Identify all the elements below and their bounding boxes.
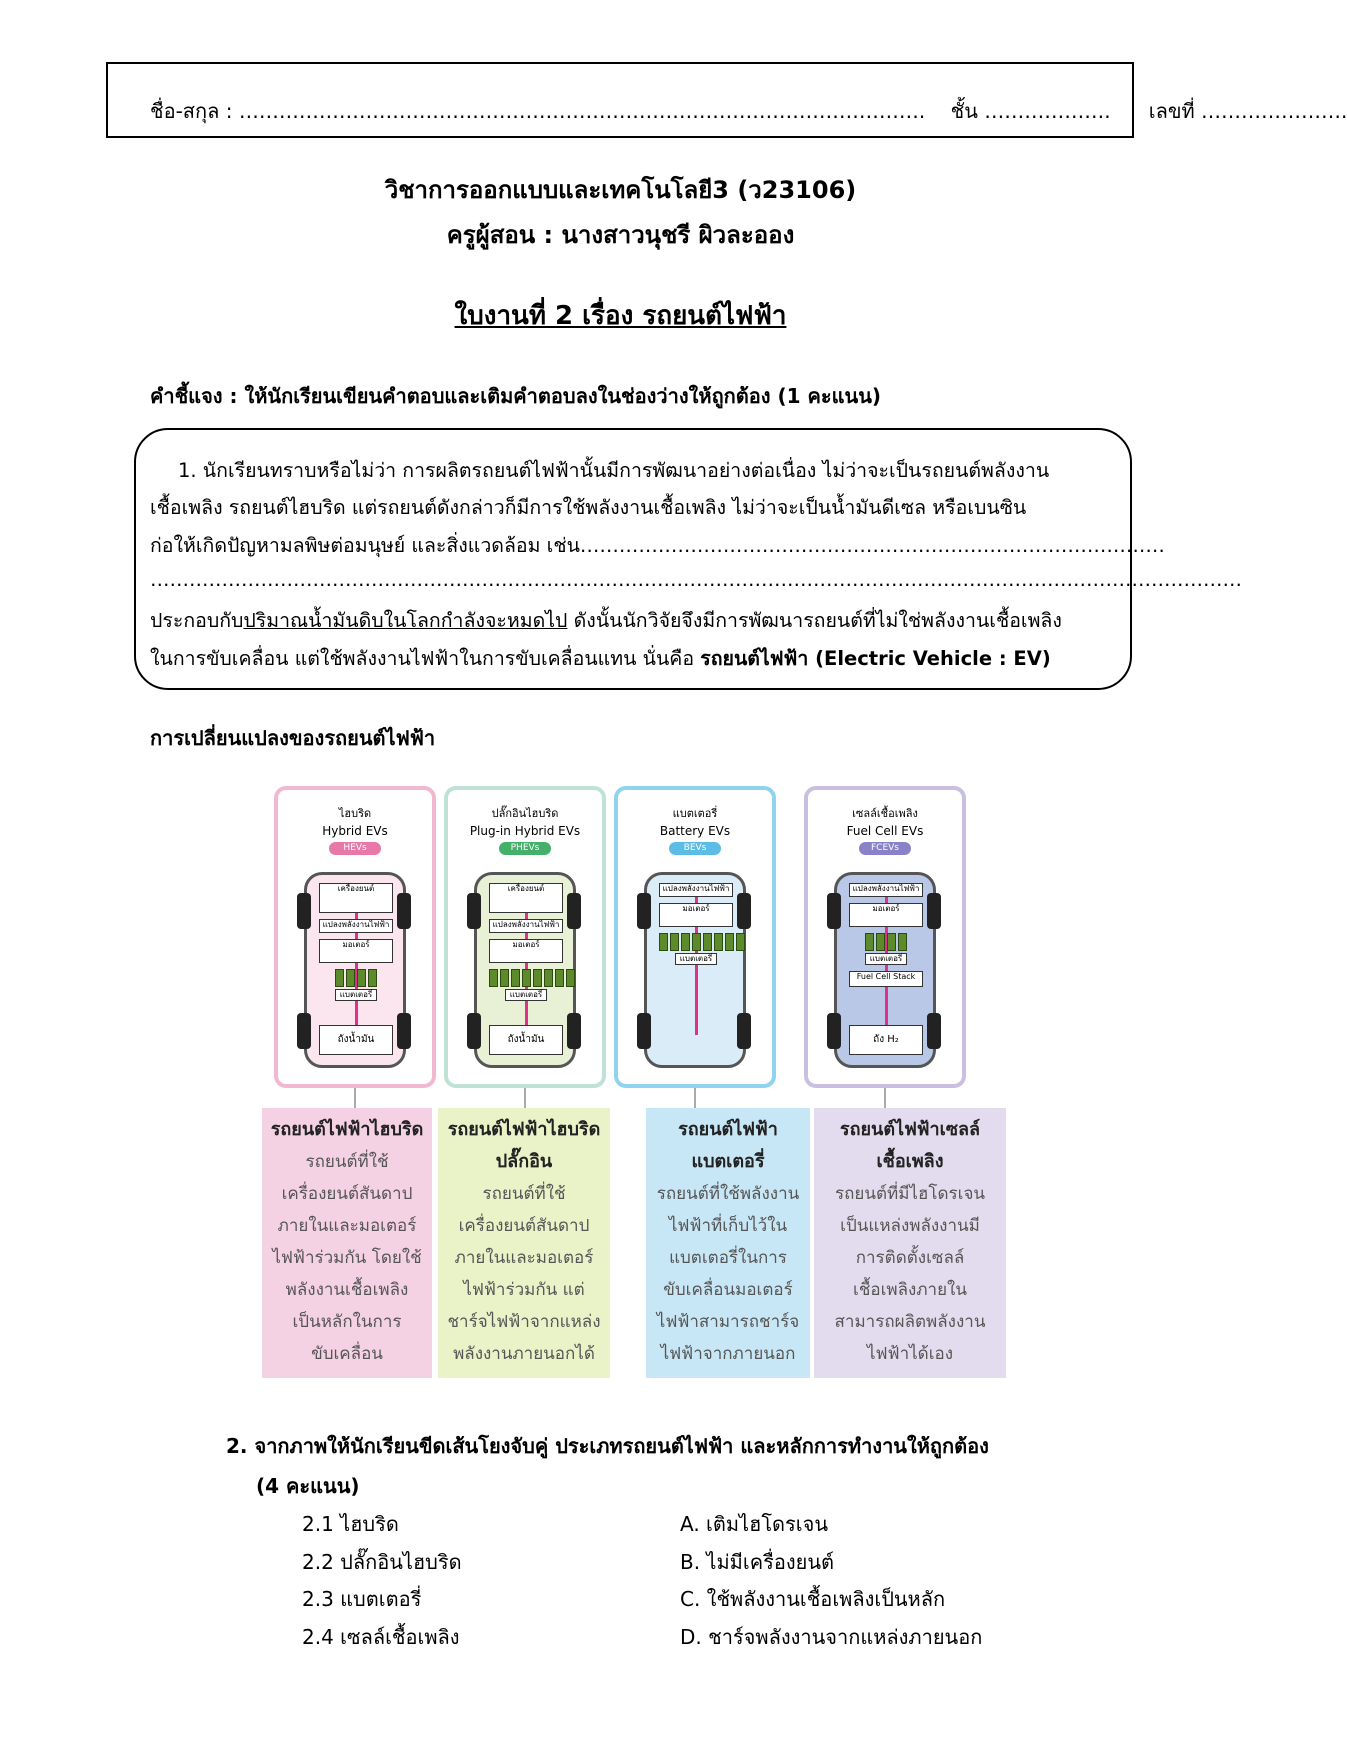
wheel-icon <box>737 893 751 929</box>
battery-cell-icon <box>725 933 734 951</box>
ev-description-2 <box>438 1108 610 1378</box>
battery-component: แบตเตอรี่ <box>335 989 377 1001</box>
q1-line-2: เชื้อเพลิง รถยนต์ไฮบริด แต่รถยนต์ดังกล่าวก็มีการใช้พลังงานเชื้อเพลิง ไม่ว่าจะเป็นน้ำมันดีเซล หรือเบนซิน <box>150 496 1027 519</box>
car-body-icon <box>644 872 746 1068</box>
ev-description-line: รถยนต์ที่ใช้ <box>482 1184 566 1204</box>
battery-cell-icon <box>533 969 542 987</box>
q1-line-3-answer[interactable]: ก่อให้เกิดปัญหามลพิษต่อมนุษย์ และสิ่งแวดล้อม เช่น……………………………………………………………………………… <box>150 534 1165 557</box>
match-left-4[interactable]: 2.4 เซลล์เชื้อเพลิง <box>302 1625 460 1649</box>
match-right-b[interactable]: B. ไม่มีเครื่องยนต์ <box>680 1550 834 1574</box>
converter-component: แปลงพลังงานไฟฟ้า <box>659 883 733 897</box>
battery-component: แบตเตอรี่ <box>865 953 907 965</box>
battery-cell-icon <box>335 969 344 987</box>
ev-description-line: พลังงานภายนอกได้ <box>453 1344 595 1364</box>
battery-cell-icon <box>865 933 874 951</box>
battery-component: แบตเตอรี่ <box>505 989 547 1001</box>
wheel-icon <box>297 1013 311 1049</box>
battery-cell-icon <box>522 969 531 987</box>
ev-description-line: รถยนต์ที่มีไฮโดรเจน <box>834 1184 986 1204</box>
wheel-icon <box>927 893 941 929</box>
connector-line <box>524 1088 526 1110</box>
battery-cells-icon <box>865 933 907 951</box>
battery-cell-icon <box>670 933 679 951</box>
ev-description-line: เครื่องยนต์สันดาป <box>458 1216 590 1236</box>
ev-card-en-label: Battery EVs <box>659 824 731 838</box>
wheel-icon <box>467 1013 481 1049</box>
q1-line-5-post: ดังนั้นนักวิจัยจึงมีการพัฒนารถยนต์ที่ไม่ใช่พลังงานเชื้อเพลิง <box>567 609 1062 632</box>
q1-line-4-answer[interactable]: …………………………………………………………………………………………………………………………………………………… <box>150 568 1242 591</box>
wheel-icon <box>927 1013 941 1049</box>
ev-card-en-label: Hybrid EVs <box>322 824 388 838</box>
tank-component: ถังน้ำมัน <box>489 1025 563 1055</box>
ev-description-title: ปลั๊กอิน <box>495 1151 553 1172</box>
tank-component: ถังน้ำมัน <box>319 1025 393 1055</box>
ev-description-line: รถยนต์ที่ใช้พลังงาน <box>656 1184 800 1204</box>
battery-cell-icon <box>659 933 668 951</box>
ev-description-line: ภายในและมอเตอร์ <box>277 1216 417 1236</box>
battery-cells-icon <box>489 969 575 987</box>
wheel-icon <box>297 893 311 929</box>
car-body-icon <box>834 872 936 1068</box>
match-right-c[interactable]: C. ใช้พลังงานเชื้อเพลิงเป็นหลัก <box>680 1587 946 1611</box>
battery-cell-icon <box>681 933 690 951</box>
teacher-line: ครูผู้สอน : นางสาวนุชรี ผิวละออง <box>446 221 795 249</box>
ev-card-badge: HEVs <box>329 842 381 855</box>
ev-description-line: ภายในและมอเตอร์ <box>454 1248 594 1268</box>
ev-card-th-label: เซลล์เชื้อเพลิง <box>852 807 918 820</box>
converter-component: แปลงพลังงานไฟฟ้า <box>489 919 563 933</box>
battery-cell-icon <box>714 933 723 951</box>
ev-description-title: รถยนต์ไฟฟ้าไฮบริด <box>447 1119 601 1140</box>
ev-description-line: เป็นหลักในการ <box>292 1312 402 1332</box>
connector-line <box>884 1088 886 1110</box>
ev-description-1 <box>262 1108 432 1378</box>
battery-cell-icon <box>368 969 377 987</box>
ev-card-th-label: ไฮบริด <box>338 807 372 820</box>
battery-cell-icon <box>357 969 366 987</box>
q1-line-1: 1. นักเรียนทราบหรือไม่ว่า การผลิตรถยนต์ไฟฟ้านั้นมีการพัฒนาอย่างต่อเนื่อง ไม่ว่าจะเป็นรถยนต์พลังงาน <box>178 459 1050 482</box>
battery-cell-icon <box>736 933 745 951</box>
worksheet-title: ใบงานที่ 2 เรื่อง รถยนต์ไฟฟ้า <box>454 301 787 331</box>
wheel-icon <box>397 1013 411 1049</box>
battery-cell-icon <box>703 933 712 951</box>
battery-cell-icon <box>489 969 498 987</box>
match-left-2[interactable]: 2.2 ปลั๊กอินไฮบริด <box>302 1550 462 1574</box>
car-body-icon <box>474 872 576 1068</box>
motor-component: มอเตอร์ <box>659 903 733 927</box>
wheel-icon <box>827 893 841 929</box>
engine-component: เครื่องยนต์ <box>319 883 393 913</box>
battery-cell-icon <box>566 969 575 987</box>
q1-line-6 <box>150 643 1051 674</box>
battery-cell-icon <box>692 933 701 951</box>
ev-description-4 <box>814 1108 1006 1378</box>
ev-description-line: เป็นแหล่งพลังงานมี <box>840 1216 980 1236</box>
wheel-icon <box>827 1013 841 1049</box>
ev-description-title: รถยนต์ไฟฟ้าไฮบริด <box>270 1119 424 1140</box>
name-field[interactable]: ชื่อ-สกุล : …………………………………………………………………………………………. <box>150 99 926 123</box>
ev-card-th-label: แบตเตอรี่ <box>672 807 718 820</box>
ev-description-line: สามารถผลิตพลังงาน <box>834 1312 986 1332</box>
ev-description-line: ไฟฟ้าร่วมกัน แต่ <box>463 1280 585 1300</box>
q1-line-5-pre: ประกอบกับ <box>150 609 244 632</box>
question-2-points: (4 คะแนน) <box>256 1474 360 1498</box>
ev-description-line: ไฟฟ้าที่เก็บไว้ใน <box>668 1216 788 1236</box>
battery-cell-icon <box>887 933 896 951</box>
q1-line-6-pre: ในการขับเคลื่อน แต่ใช้พลังงานไฟฟ้าในการขับเคลื่อนแทน นั่นคือ <box>150 647 701 670</box>
battery-cells-icon <box>659 933 745 951</box>
engine-component: เครื่องยนต์ <box>489 883 563 913</box>
battery-cell-icon <box>346 969 355 987</box>
ev-description-line: เครื่องยนต์สันดาป <box>281 1184 413 1204</box>
ev-description-line: ไฟฟ้าร่วมกัน โดยใช้ <box>272 1248 422 1268</box>
tank-component: ถัง H₂ <box>849 1025 923 1055</box>
wheel-icon <box>567 1013 581 1049</box>
ev-card-en-label: Fuel Cell EVs <box>846 824 924 838</box>
ev-description-title: แบตเตอรี่ <box>691 1151 765 1172</box>
battery-cell-icon <box>555 969 564 987</box>
match-right-a[interactable]: A. เติมไฮโดรเจน <box>680 1512 829 1536</box>
match-right-d[interactable]: D. ชาร์จพลังงานจากแหล่งภายนอก <box>680 1625 983 1649</box>
question-2: 2. จากภาพให้นักเรียนขีดเส้นโยงจับคู่ ประเภทรถยนต์ไฟฟ้า และหลักการทำงานให้ถูกต้อง <box>226 1434 989 1458</box>
ev-description-line: ไฟฟ้าจากภายนอก <box>660 1344 796 1364</box>
ev-card-badge: BEVs <box>669 842 721 855</box>
motor-component: มอเตอร์ <box>319 939 393 963</box>
ev-description-line: เชื้อเพลิงภายใน <box>853 1280 967 1300</box>
ev-description-line: ชาร์จไฟฟ้าจากแหล่ง <box>447 1312 601 1332</box>
student-info-line <box>150 95 1347 127</box>
wheel-icon <box>397 893 411 929</box>
ev-description-line: พลังงานเชื้อเพลิง <box>285 1280 409 1300</box>
wheel-icon <box>637 1013 651 1049</box>
ev-card-th-label: ปลั๊กอินไฮบริด <box>491 807 559 820</box>
instruction: คำชี้แจง : ให้นักเรียนเขียนคำตอบและเติมคำตอบลงในช่องว่างให้ถูกต้อง (1 คะแนน) <box>150 384 882 408</box>
ev-description-title: เชื้อเพลิง <box>876 1151 944 1172</box>
motor-component: มอเตอร์ <box>489 939 563 963</box>
ev-description-title: รถยนต์ไฟฟ้าเซลล์ <box>839 1119 981 1140</box>
q1-line-5 <box>150 605 1062 636</box>
ev-card-2 <box>444 786 606 1088</box>
battery-cell-icon <box>876 933 885 951</box>
converter-component: แปลงพลังงานไฟฟ้า <box>849 883 923 897</box>
wheel-icon <box>567 893 581 929</box>
motor-component: มอเตอร์ <box>849 903 923 927</box>
ev-description-line: ไฟฟ้าสามารถชาร์จ <box>656 1312 800 1332</box>
match-left-3[interactable]: 2.3 แบตเตอรี่ <box>302 1587 422 1611</box>
ev-types-diagram <box>262 786 1008 1386</box>
connector-line <box>694 1088 696 1110</box>
ev-card-3 <box>614 786 776 1088</box>
ev-description-line: รถยนต์ที่ใช้ <box>305 1152 389 1172</box>
ev-description-line: ขับเคลื่อนมอเตอร์ <box>663 1280 793 1300</box>
ev-description-line: การติดตั้งเซลล์ <box>855 1248 965 1268</box>
car-body-icon <box>304 872 406 1068</box>
ev-card-badge: FCEVs <box>859 842 911 855</box>
ev-card-en-label: Plug-in Hybrid EVs <box>469 824 581 838</box>
ev-description-3 <box>646 1108 810 1378</box>
battery-cells-icon <box>335 969 377 987</box>
ev-description-line: ไฟฟ้าได้เอง <box>866 1344 954 1364</box>
subject-title: วิชาการออกแบบและเทคโนโลยี3 (ว23106) <box>384 176 857 204</box>
match-left-1[interactable]: 2.1 ไฮบริด <box>302 1512 399 1536</box>
battery-component: แบตเตอรี่ <box>675 953 717 965</box>
battery-cell-icon <box>511 969 520 987</box>
converter-component: แปลงพลังงานไฟฟ้า <box>319 919 393 933</box>
battery-cell-icon <box>898 933 907 951</box>
wheel-icon <box>637 893 651 929</box>
ev-card-1 <box>274 786 436 1088</box>
ev-card-badge: PHEVs <box>499 842 551 855</box>
section-title: การเปลี่ยนแปลงของรถยนต์ไฟฟ้า <box>150 726 436 750</box>
ev-description-line: ขับเคลื่อน <box>311 1344 383 1364</box>
battery-cell-icon <box>544 969 553 987</box>
ev-description-line: แบตเตอรี่ในการ <box>669 1248 787 1268</box>
ev-card-4 <box>804 786 966 1088</box>
q1-line-5-underline: ปริมาณน้ำมันดิบในโลกกำลังจะหมดไป <box>243 609 568 632</box>
q1-line-6-bold: รถยนต์ไฟฟ้า (Electric Vehicle : EV) <box>700 647 1051 670</box>
battery-cell-icon <box>500 969 509 987</box>
ev-description-title: รถยนต์ไฟฟ้า <box>678 1119 778 1140</box>
wheel-icon <box>737 1013 751 1049</box>
connector-line <box>354 1088 356 1110</box>
number-field[interactable]: เลขที่ …………………. <box>1148 99 1347 123</box>
fuel-cell-stack-component: Fuel Cell Stack <box>849 971 923 987</box>
wheel-icon <box>467 893 481 929</box>
class-field[interactable]: ชั้น ………………. <box>950 99 1111 123</box>
